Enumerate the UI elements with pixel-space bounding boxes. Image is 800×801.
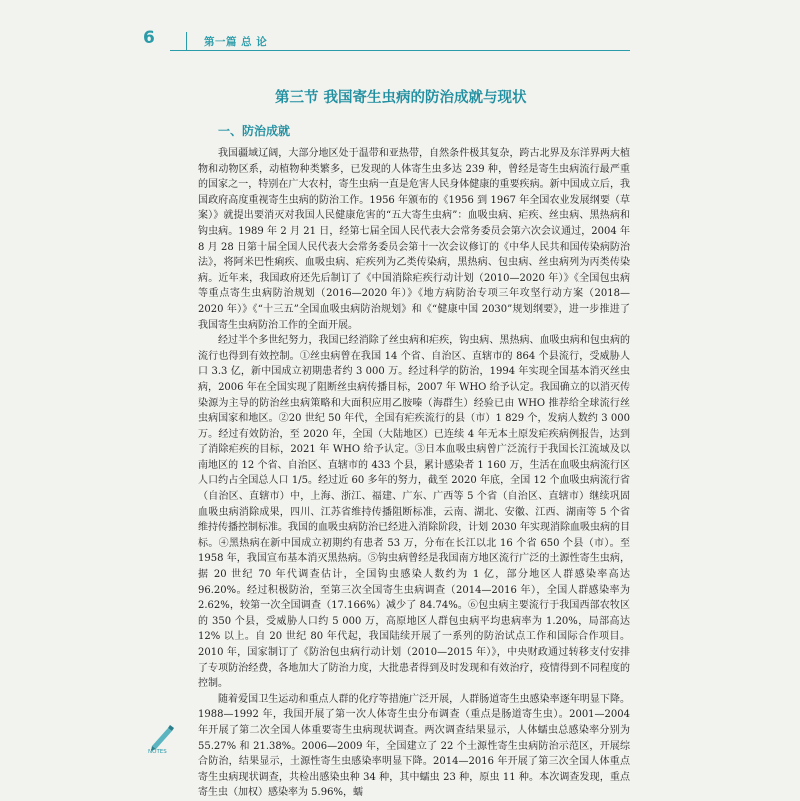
header-rule (170, 50, 630, 51)
part-label: 第一篇 总 论 (204, 36, 268, 48)
section-title: 第三节 我国寄生虫病的防治成就与现状 (275, 90, 527, 106)
page-header (0, 0, 800, 52)
notes-pen-icon (148, 722, 178, 754)
subsection-title: 一、防治成就 (218, 124, 291, 138)
page-number: 6 (143, 28, 155, 48)
body-text (198, 146, 630, 801)
header-divider (186, 32, 187, 50)
notes-label: NOTES (148, 749, 167, 754)
paragraph: 随着爱国卫生运动和重点人群的化疗等措施广泛开展，人群肠道寄生虫感染率逐年明显下降。1988—1992 年，我国开展了第一次人体寄生虫分布调查（重点是肠道寄生虫）。2001—2004 年开展了第二次全国人体重要寄生虫病现状调查。两次调查结果显示，人体蠕虫总感染率分别为 55.27% 和 21.38%。2006—2009 年，全国建立了 22 个土源性寄生虫病防治示范区，开展综合防治，结果显示，土源性寄生虫感染率明显下降。2014—2016 年开展了第三次全国人体重点寄生虫病现状调查，共检出感染虫种 34 种，其中蠕虫 23 种，原虫 11 种。本次调查发现，重点寄生虫（加权）感染率为 5.96%，蠕 (198, 693, 630, 799)
paragraph: 经过半个多世纪努力，我国已经消除了丝虫病和疟疾，钩虫病、黑热病、血吸虫病和包虫病的流行也得到有效控制。①丝虫病曾在我国 14 个省、自治区、直辖市的 864 个县流行，受威胁人口 3.3 亿，新中国成立初期患者约 3 000 万。经过科学的防治，1994 年实现全国基本消灭丝虫病，2006 年在全国实现了阻断丝虫病传播目标，2007 年 WHO 给予认定。我国确立的以消灭传染源为主导的防治丝虫病策略和大面积应用乙胺嗪（海群生）经验已由 WHO 推荐给全球流行丝虫病国家和地区。②20 世纪 50 年代，全国有疟疾流行的县（市）1 829 个，发病人数约 3 000 万。经过有效防治，至 2020 年，全国（大陆地区）已连续 4 年无本土原发疟疾病例报告，达到了消除疟疾的目标，2021 年 WHO 给予认定。③日本血吸虫病曾广泛流行于我国长江流域及以南地区的 12 个省、自治区、直辖市的 433 个县，累计感染者 1 160 万，生活在血吸虫病流行区人口约占全国总人口 1/5。经过近 60 多年的努力，截至 2020 年底，全国 12 个血吸虫病流行省（自治区、直辖市）中，上海、浙江、福建、广东、广西等 5 个省（自治区、直辖市）继续巩固血吸虫病消除成果，四川、江苏省维持传播阻断标准，云南、湖北、安徽、江西、湖南等 5 个省维持传播控制标准。我国的血吸虫病防治已经进入消除阶段，计划 2030 年实现消除血吸虫病的目标。④黑热病在新中国成立初期约有患者 53 万，分布在长江以北 16 个省 650 个县（市）。至 1958 年，我国宣布基本消灭黑热病。⑤钩虫病曾经是我国南方地区流行广泛的土源性寄生虫病，据 20 世纪 70 年代调查估计，全国钩虫感染人数约为 1 亿，部分地区人群感染率高达 96.20%。经过积极防治，至第三次全国寄生虫病调查（2014—2016 年），全国人群感染率为 2.62%，较第一次全国调查（17.166%）减少了 84.74%。⑥包虫病主要流行于我国西部农牧区的 350 个县，受威胁人口约 5 000 万，高原地区人群包虫病平均患病率为 1.20%，局部高达 12% 以上。自 20 世纪 80 年代起，我国陆续开展了一系列的防治试点工作和国际合作项目。2010 年，国家制订了《防治包虫病行动计划（2010—2015 年）》，中央财政通过转移支付安排了专项防治经费，各地加大了防治力度，大批患者得到及时发现和有效治疗，疫情得到不同程度的控制。 (198, 335, 630, 690)
paragraph: 我国疆域辽阔，大部分地区处于温带和亚热带，自然条件极其复杂，跨古北界及东洋界两大植物和动物区系，动植物种类繁多，已发现的人体寄生虫多达 239 种，曾经是寄生虫病流行最严重的国家之一，特别在广大农村，寄生虫病一直是危害人民身体健康的重要疾病。新中国成立后，我国政府高度重视寄生虫病的防治工作。1956 年颁布的《1956 到 1967 年全国农业发展纲要（草案）》就提出要消灭对我国人民健康危害的“五大寄生虫病”：血吸虫病、疟疾、丝虫病、黑热病和钩虫病。1989 年 2 月 21 日，经第七届全国人民代表大会常务委员会第六次会议通过，2004 年 8 月 28 日第十届全国人民代表大会常务委员会第十一次会议修订的《中华人民共和国传染病防治法》，将阿米巴性痢疾、血吸虫病、疟疾列为乙类传染病，黑热病、包虫病、丝虫病列为丙类传染病。近年来，我国政府还先后制订了《中国消除疟疾行动计划（2010—2020 年）》《全国包虫病等重点寄生虫病防治规划（2016—2020 年）》《地方病防治专项三年攻坚行动方案（2018—2020 年）》《“十三五”全国血吸虫病防治规划》和《“健康中国 2030”规划纲要》，进一步推进了我国寄生虫病防治工作的全面开展。 (198, 148, 630, 331)
